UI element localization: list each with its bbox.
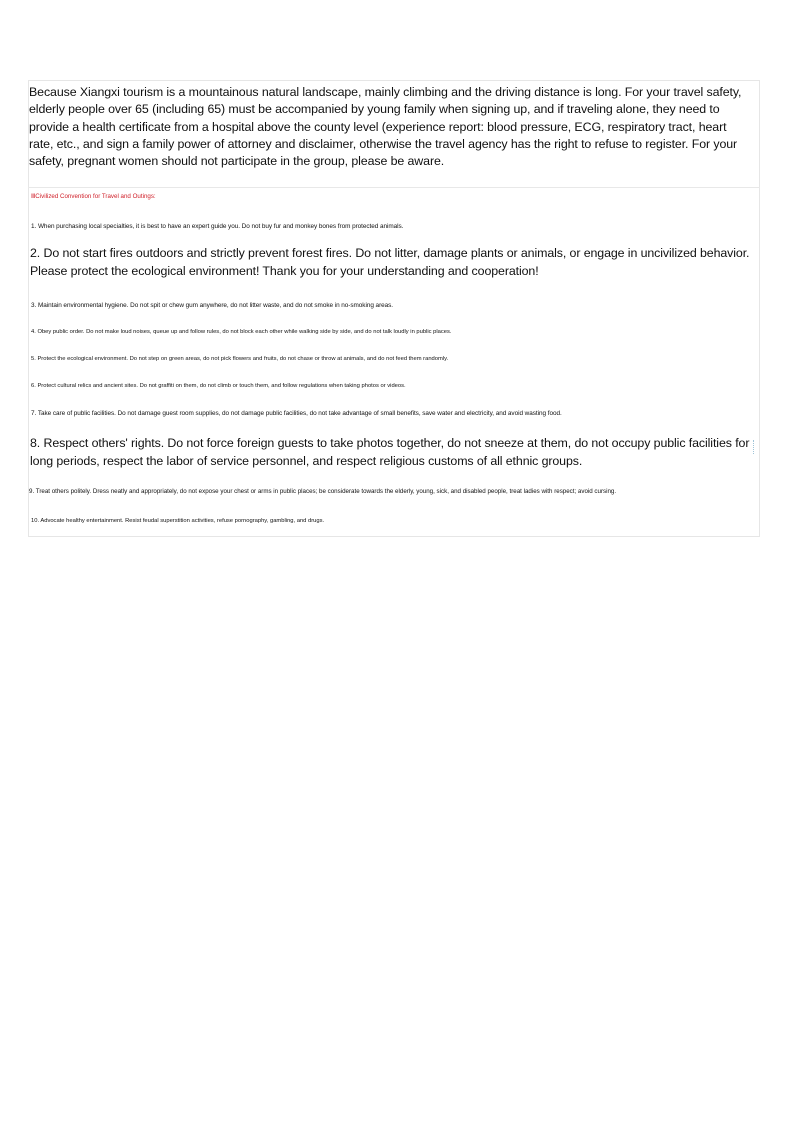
rule-7: 7. Take care of public facilities. Do not damage guest room supplies, do not damage public facilities, do not take advantage of small benefits, save water and electricity, and avoid wasting food. <box>31 410 562 417</box>
rule-1: 1. When purchasing local specialties, it is best to have an expert guide you. Do not buy fur and monkey bones from protected animals. <box>31 223 404 230</box>
rule-5: 5. Protect the ecological environment. Do not step on green areas, do not pick flowers and fruits, do not chase or throw at animals, and do not feed them randomly. <box>31 356 449 362</box>
rule-8: 8. Respect others' rights. Do not force foreign guests to take photos together, do not sneeze at them, do not occupy public facilities for long periods, respect the labor of service personnel, and respect religious customs of all ethnic groups. <box>30 436 750 468</box>
rule-6: 6. Protect cultural relics and ancient sites. Do not graffiti on them, do not climb or touch them, and follow regulations when taking photos or videos. <box>31 383 406 389</box>
intro-paragraph: Because Xiangxi tourism is a mountainous natural landscape, mainly climbing and the driving distance is long. For your travel safety, elderly people over 65 (including 65) must be accompanied by young family when signing up, and if traveling alone, they need to provide a health certificate from a hospital above the county level (experience report: blood pressure, ECG, respiratory tract, heart rate, etc., and sign a family power of attorney and disclaimer, otherwise the travel agency has the right to refuse to register. For your safety, pregnant women should not participate in the group, please be aware. <box>29 85 742 169</box>
rule-3: 3. Maintain environmental hygiene. Do not spit or chew gum anywhere, do not litter waste, and do not smoke in no-smoking areas. <box>31 302 394 309</box>
convention-title: ⅢCivilized Convention for Travel and Outings: <box>31 193 156 200</box>
rule-2: 2. Do not start fires outdoors and strictly prevent forest fires. Do not litter, damage plants or animals, or engage in uncivilized behavior. Please protect the ecological environment! Thank you for your understanding and cooperation! <box>30 246 750 278</box>
rule-10: 10. Advocate healthy entertainment. Resist feudal superstition activities, refuse pornography, gambling, and drugs. <box>31 518 325 524</box>
section-divider <box>28 187 760 188</box>
rule-9: 9. Treat others politely. Dress neatly and appropriately, do not expose your chest or arms in public places; be considerate towards the elderly, young, sick, and disabled people, treat ladies with respect; avoid cursing. <box>29 488 617 495</box>
edge-marker <box>753 440 756 454</box>
rule-4: 4. Obey public order. Do not make loud noises, queue up and follow rules, do not block each other while walking side by side, and do not talk loudly in public places. <box>31 329 452 335</box>
